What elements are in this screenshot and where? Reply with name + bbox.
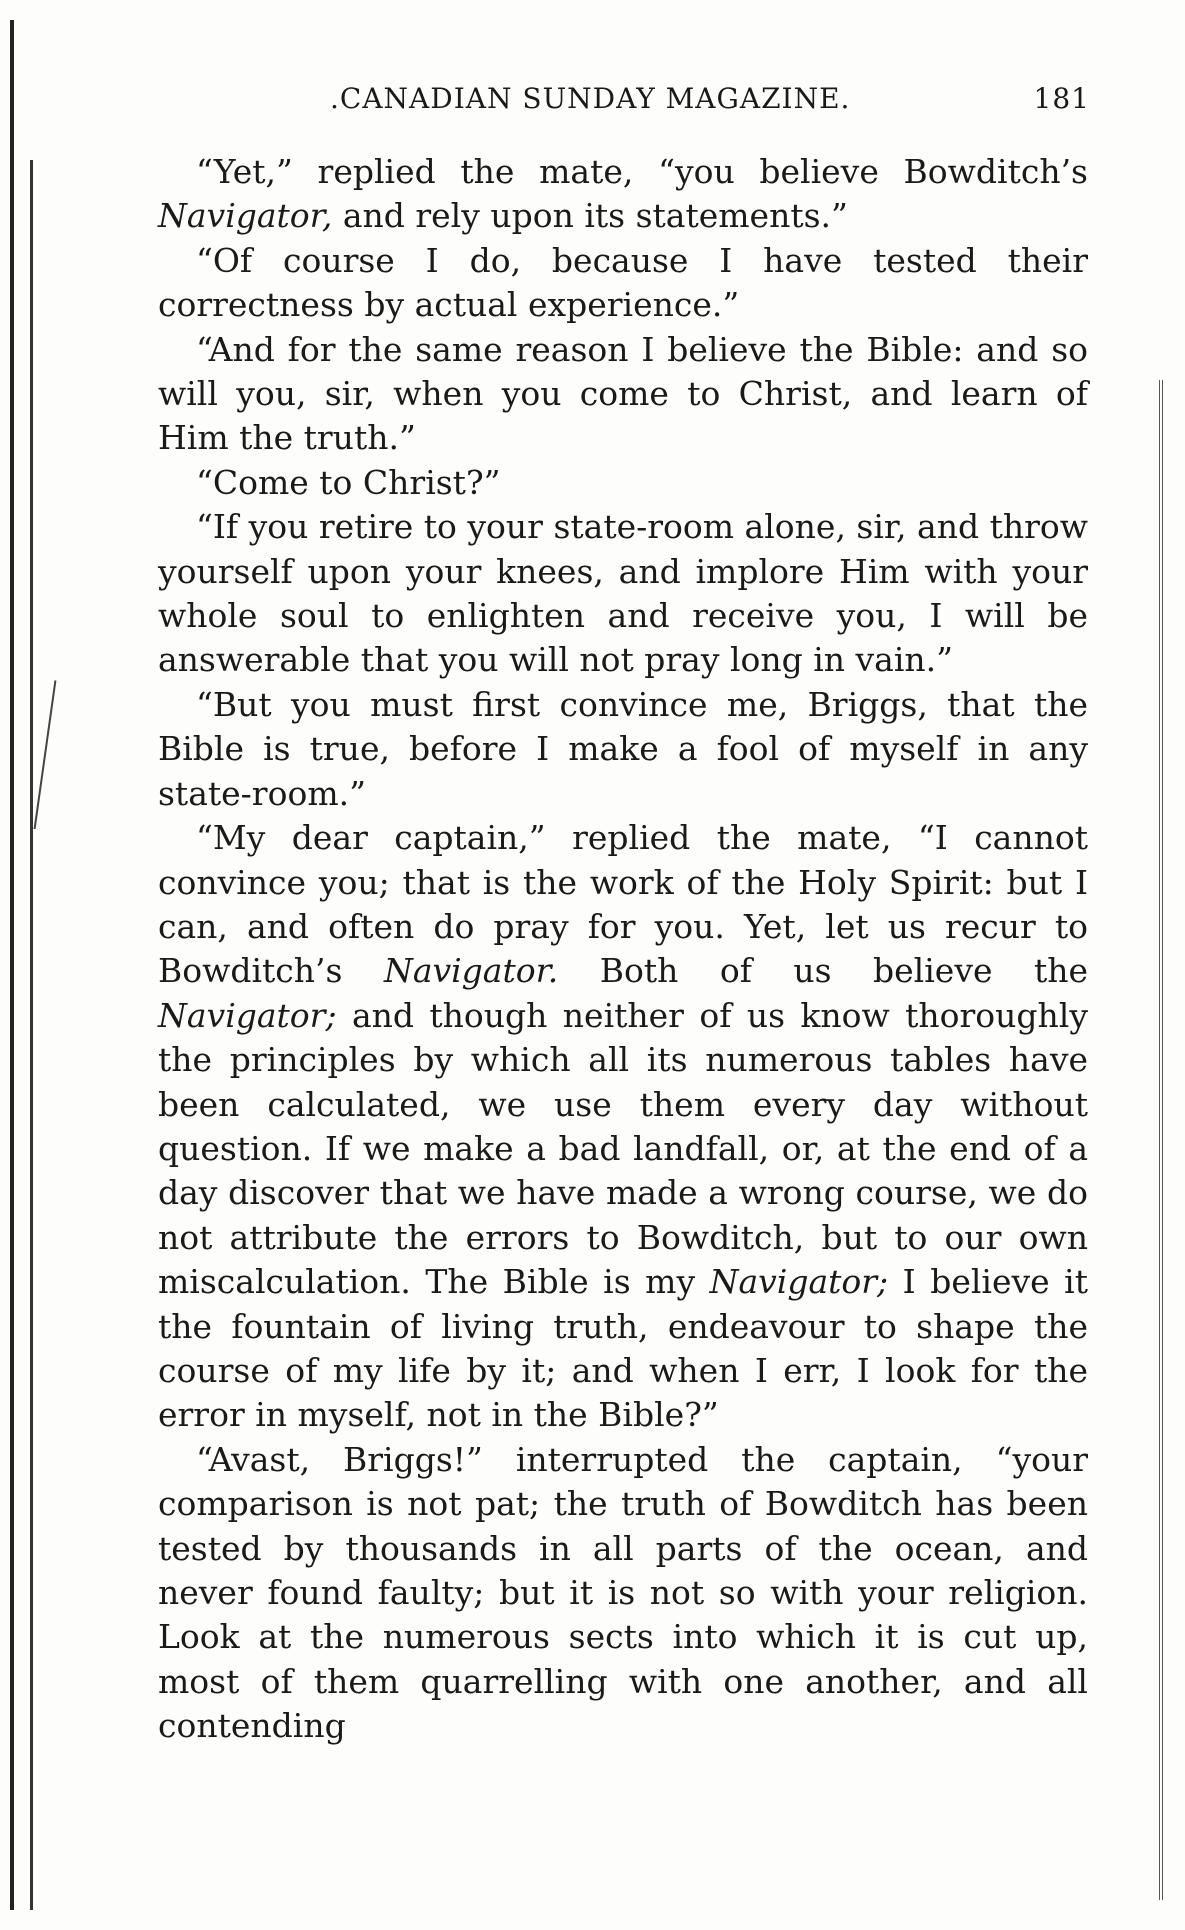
- margin-pencil-mark: [34, 680, 61, 829]
- text-run: “If you retire to your state-room alone, sir, and throw yourself upon your knees, and implore Him with your whole soul to enlighten and receive you, I will be answerable that you will not pray long in vain.”: [158, 507, 1088, 680]
- page-edge-right: [1159, 380, 1165, 1900]
- text-run: “But you must first convince me, Briggs, that the Bible is true, before I make a fool of myself in any state-room.”: [158, 684, 1088, 813]
- running-header: [330, 82, 1090, 122]
- paragraph: [158, 816, 1088, 1438]
- binding-edge: [10, 20, 14, 1910]
- paragraph: [158, 505, 1088, 683]
- running-title: .CANADIAN SUNDAY MAGAZINE.: [330, 82, 851, 115]
- page-number: 181: [1033, 82, 1090, 115]
- text-run: and though neither of us know thoroughly the principles by which all its numerous tables have been calculated, we use them every day without question. If we make a bad landfall, or, at the end of a day discover that we have made a wrong course, we do not attribute the errors to Bowditch, but to our own miscalculation. The Bible is my: [158, 995, 1088, 1302]
- paragraph: [158, 461, 1088, 505]
- text-run: “My dear captain,” replied the mate, “I cannot convince you; that is the work of the Holy Spirit: but I can, and often do pray for you. Yet, let us recur to Bowditch’s: [158, 818, 1088, 991]
- text-run: “And for the same reason I believe the Bible: and so will you, sir, when you come to Christ, and learn of Him the truth.”: [158, 329, 1088, 458]
- text-run: “Yet,” replied the mate, “you believe Bowditch’s: [196, 152, 1088, 191]
- paragraph: [158, 328, 1088, 461]
- text-run: I believe it the fountain of living truth, endeavour to shape the course of my life by it; and when I err, I look for the error in myself, not in the Bible?”: [158, 1262, 1088, 1435]
- binding-edge-inner: [30, 160, 33, 1910]
- paragraph: [158, 1438, 1088, 1749]
- paragraph: [158, 683, 1088, 816]
- paragraph: [158, 239, 1088, 328]
- text-run: “Of course I do, because I have tested their correctness by actual experience.”: [158, 240, 1088, 325]
- text-run: Both of us believe the: [558, 951, 1088, 991]
- text-run: “Come to Christ?”: [196, 462, 501, 502]
- italic-title: Navigator;: [709, 1262, 889, 1302]
- text-run: and rely upon its statements.”: [332, 196, 848, 236]
- italic-title: Navigator,: [158, 196, 333, 236]
- body-text: [158, 150, 1088, 1749]
- italic-title: Navigator.: [383, 951, 559, 991]
- italic-title: Navigator;: [158, 995, 337, 1035]
- text-run: “Avast, Briggs!” interrupted the captain, “your comparison is not pat; the truth of Bowditch has been tested by thousands in all parts of the ocean, and never found faulty; but it is not so with your religion. Look at the numerous sects into which it is cut up, most of them quarrelling with one another, and all contending: [158, 1439, 1088, 1746]
- paragraph: [158, 150, 1088, 239]
